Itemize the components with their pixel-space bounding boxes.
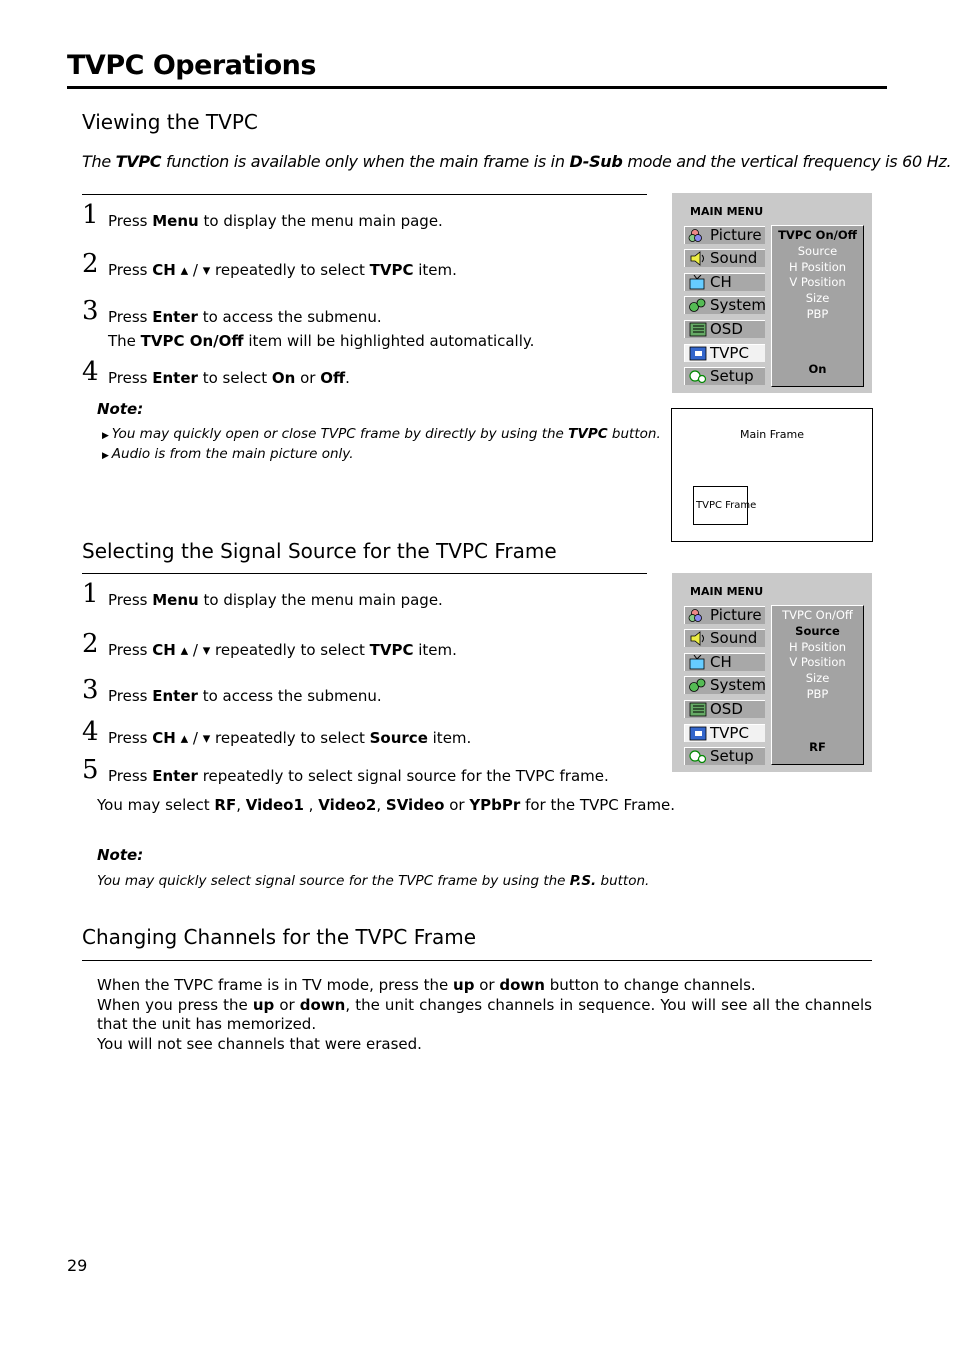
submenu-pbp: PBP xyxy=(806,686,829,701)
submenu-size: Size xyxy=(805,671,830,686)
setup-icon xyxy=(688,369,708,384)
section-rule xyxy=(82,960,872,961)
note-item: ▶ You may quickly open or close TVPC frame by directly by using the TVPC button. xyxy=(102,426,661,442)
osd-icon xyxy=(688,322,708,337)
main-frame-label: Main Frame xyxy=(739,428,805,441)
submenu-value: On xyxy=(808,362,827,377)
submenu-pbp: PBP xyxy=(806,306,829,321)
menu-title: MAIN MENU xyxy=(690,205,764,218)
title-rule xyxy=(67,86,887,89)
tvpc-frame-box: TVPC Frame xyxy=(693,486,748,525)
note-item: You may quickly select signal source for the TVPC frame by using the P.S. button. xyxy=(97,873,650,889)
channels-line-3: You will not see channels that were erased. xyxy=(97,1034,422,1053)
ch-icon xyxy=(688,275,708,290)
menu-item-tvpc: TVPC xyxy=(684,344,765,362)
tvpc-submenu xyxy=(771,605,864,765)
menu-item-tvpc: TVPC xyxy=(684,724,765,742)
submenu-size: Size xyxy=(805,291,830,306)
channels-text xyxy=(97,976,872,1054)
sound-icon xyxy=(688,251,708,266)
picture-icon xyxy=(688,228,708,243)
note-heading: Note: xyxy=(97,846,144,864)
menu-item-picture: Picture xyxy=(684,226,765,244)
submenu-h-position: H Position xyxy=(788,259,847,274)
page-title: TVPC Operations xyxy=(67,50,316,81)
note-item: ▶ Audio is from the main picture only. xyxy=(102,446,354,462)
menu-item-sound: Sound xyxy=(684,629,765,647)
system-icon xyxy=(688,678,708,693)
osd-icon xyxy=(688,702,708,717)
frame-diagram xyxy=(671,408,873,542)
menu-item-setup: Setup xyxy=(684,747,765,765)
submenu-v-position: V Position xyxy=(789,275,846,290)
viewing-intro: The TVPC function is available only when the main frame is in D-Sub mode and the vertical frequency is 60 Hz. xyxy=(82,152,952,171)
menu-item-ch: CH xyxy=(684,273,765,291)
channels-line-2: When you press the up or down, the unit changes channels in sequence. You will see all the channels that the unit has memorized. xyxy=(97,995,872,1033)
menu-item-osd: OSD xyxy=(684,700,765,718)
menu-title: MAIN MENU xyxy=(690,585,764,598)
note-heading: Note: xyxy=(97,400,144,418)
submenu-v-position: V Position xyxy=(789,655,846,670)
menu-item-setup: Setup xyxy=(684,367,765,385)
picture-icon xyxy=(688,608,708,623)
tvpc-submenu xyxy=(771,225,864,387)
menu-item-system: System xyxy=(684,676,765,694)
submenu-h-position: H Position xyxy=(788,639,847,654)
ch-icon xyxy=(688,655,708,670)
submenu-tvpc-onoff: TVPC On/Off xyxy=(782,608,853,622)
submenu-source: Source xyxy=(797,243,838,258)
system-icon xyxy=(688,298,708,313)
section-rule xyxy=(82,194,647,195)
main-menu-screen-2 xyxy=(672,573,872,772)
setup-icon xyxy=(688,749,708,764)
submenu-value: RF xyxy=(809,740,826,755)
select-sources-text: You may select RF, Video1 , Video2, SVideo or YPbPr for the TVPC Frame. xyxy=(97,796,676,814)
tvpc-icon xyxy=(688,346,708,361)
section-rule xyxy=(82,573,647,574)
sound-icon xyxy=(688,631,708,646)
menu-item-ch: CH xyxy=(684,653,765,671)
menu-item-picture: Picture xyxy=(684,606,765,624)
submenu-tvpc-onoff: TVPC On/Off xyxy=(778,228,857,242)
main-menu-screen-1 xyxy=(672,193,872,393)
submenu-source: Source xyxy=(795,623,840,638)
tvpc-icon xyxy=(688,726,708,741)
menu-item-sound: Sound xyxy=(684,249,765,267)
channels-line-1: When the TVPC frame is in TV mode, press the up or down button to change channels. xyxy=(97,976,756,994)
heading-viewing: Viewing the TVPC xyxy=(82,110,258,134)
menu-item-osd: OSD xyxy=(684,320,765,338)
heading-signal-source: Selecting the Signal Source for the TVPC Frame xyxy=(82,539,557,563)
page-number: 29 xyxy=(67,1256,88,1275)
heading-changing-channels: Changing Channels for the TVPC Frame xyxy=(82,925,477,949)
menu-item-system: System xyxy=(684,296,765,314)
